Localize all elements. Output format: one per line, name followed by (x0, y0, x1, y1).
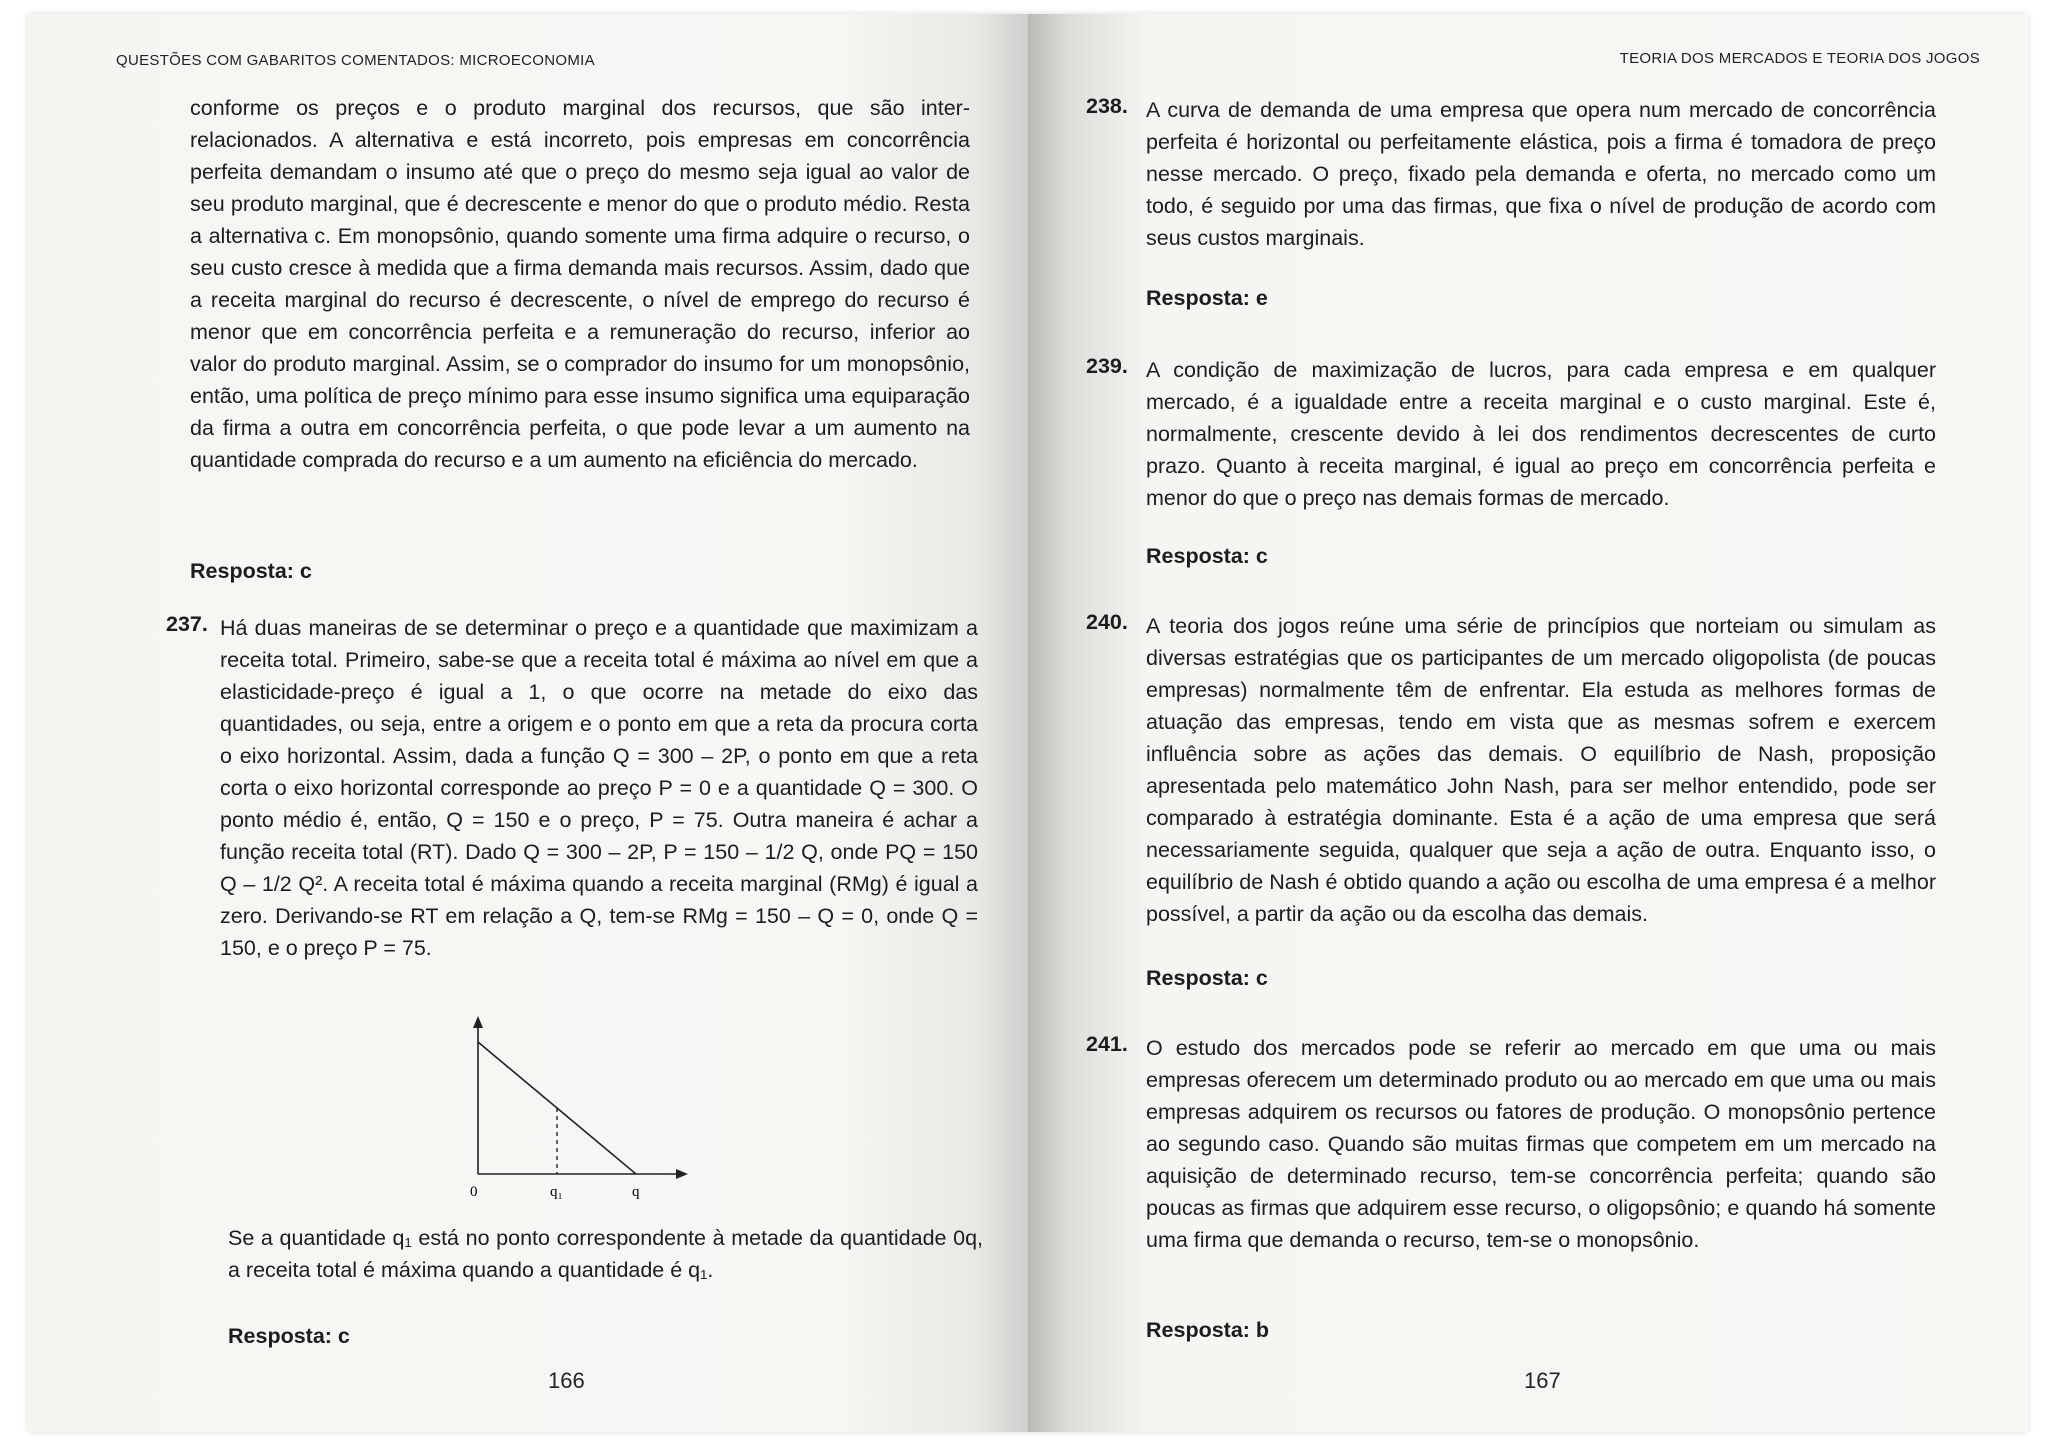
answer-240 (1146, 966, 1268, 991)
diagram-caption (228, 1222, 983, 1286)
question-237 (166, 612, 978, 964)
x-axis-arrow-icon (676, 1169, 688, 1179)
question-number: 237. (166, 612, 208, 636)
answer-label: Resposta: c (228, 1324, 350, 1348)
question-text: A curva de demanda de uma empresa que opera num mercado de concorrência perfeita é horizontal ou perfeitamente elástica, pois a firma é tomadora de preço nesse mercado. O preço, fixado pela demanda e oferta, no mercado como um todo, é seguido por uma das firmas, que fixa o nível de produção de acordo com seus custos marginais. (1146, 98, 1936, 250)
answer-236 (190, 559, 312, 584)
q-label: q (632, 1184, 640, 1200)
question-239 (1086, 354, 1936, 514)
running-head-right: TEORIA DOS MERCADOS E TEORIA DOS JOGOS (1619, 50, 1980, 67)
left-page (28, 14, 1028, 1432)
book-spread (28, 14, 2028, 1432)
question-240 (1086, 610, 1936, 930)
q1-label: q₁ (550, 1184, 563, 1200)
diagram-caption-text: Se a quantidade q₁ está no ponto correspondente à metade da quantidade 0q, a receita total é máxima quando a quantidade é q₁. (228, 1226, 983, 1282)
answer-237 (228, 1324, 350, 1349)
question-number: 240. (1086, 610, 1128, 634)
right-page (1028, 14, 2028, 1432)
question-number: 241. (1086, 1032, 1128, 1056)
answer-label: Resposta: c (1146, 544, 1268, 568)
continuation-text (190, 92, 970, 476)
question-text: A teoria dos jogos reúne uma série de princípios que norteiam ou simulam as diversas estratégias que os participantes de um mercado oligopolista (de poucas empresas) normalmente têm de enfrentar. Ela estuda as melhores formas de atuação das empresas, tendo em vista que as mesmas sofrem e exercem influência sobre as ações das demais. O equilíbrio de Nash, proposição apresentada pelo matemático John Nash, para ser melhor entendido, pode ser comparado à estratégia dominante. Esta é a ação de uma empresa que será necessariamente seguida, qualquer que seja a ação de outra. Enquanto isso, o equilíbrio de Nash é obtido quando a ação ou escolha de uma empresa é a melhor possível, a partir da ação ou da escolha das demais. (1146, 614, 1936, 926)
page-number-right: 167 (1524, 1368, 1561, 1393)
y-axis-arrow-icon (473, 1016, 483, 1028)
question-text: A condição de maximização de lucros, para cada empresa e em qualquer mercado, é a igualdade entre a receita marginal e o custo marginal. Este é, normalmente, crescente devido à lei dos rendimentos decrescentes de curto prazo. Quanto à receita marginal, é igual ao preço em concorrência perfeita e menor do que o preço nas demais formas de mercado. (1146, 358, 1936, 510)
demand-line-diagram (448, 1014, 698, 1204)
answer-label: Resposta: c (1146, 966, 1268, 990)
page-number-left: 166 (548, 1368, 585, 1393)
question-237-text: Há duas maneiras de se determinar o preço e a quantidade que maximizam a receita total. Primeiro, sabe-se que a receita total é máxima ao nível em que a elasticidade-preço é igual a 1, o que ocorre na metade do eixo das quantidades, ou seja, entre a origem e o ponto em que a reta da procura corta o eixo horizontal. Assim, dada a função Q = 300 – 2P, o ponto em que a reta corta o eixo horizontal corresponde ao preço P = 0 e a quantidade Q = 300. O ponto médio é, então, Q = 150 e o preço, P = 75. Outra maneira é achar a função receita total (RT). Dado Q = 300 – 2P, P = 150 – 1/2 Q, onde PQ = 150 Q – 1/2 Q². A receita total é máxima quando a receita marginal (RMg) é igual a zero. Derivando-se RT em relação a Q, tem-se RMg = 150 – Q = 0, onde Q = 150, e o preço P = 75. (220, 616, 978, 960)
continuation-paragraph: conforme os preços e o produto marginal dos recursos, que são inter-relacionados. A alternativa e está incorreto, pois empresas em concorrência perfeita demandam o insumo até que o preço do mesmo seja igual ao valor de seu produto marginal, que é decrescente e menor do que o produto médio. Resta a alternativa c. Em monopsônio, quando somente uma firma adquire o recurso, o seu custo cresce à medida que a firma demanda mais recursos. Assim, dado que a receita marginal do recurso é decrescente, o nível de emprego do recurso é menor que em concorrência perfeita e a remuneração do recurso, inferior ao valor do produto marginal. Assim, se o comprador do insumo for um monopsônio, então, uma política de preço mínimo para esse insumo significa uma equiparação da firma a outra em concorrência perfeita, o que pode levar a um aumento na quantidade comprada do recurso e a um aumento na eficiência do mercado. (190, 96, 970, 472)
answer-label: Resposta: b (1146, 1318, 1270, 1342)
answer-239 (1146, 544, 1268, 569)
question-text: O estudo dos mercados pode se referir ao mercado em que uma ou mais empresas oferecem um determinado produto ou ao mercado em que uma ou mais empresas adquirem os recursos ou fatores de produção. O monopsônio pertence ao segundo caso. Quando são muitas firmas que competem em um mercado na aquisição de determinado recurso, tem-se concorrência perfeita; quando são poucas as firmas que adquirem esse recurso, o oligopsônio; e quando há somente uma firma que demanda o recurso, tem-se o monopsônio. (1146, 1036, 1936, 1252)
answer-241 (1146, 1318, 1269, 1343)
question-number: 239. (1086, 354, 1128, 378)
question-241 (1086, 1032, 1936, 1256)
running-head-left: QUESTÕES COM GABARITOS COMENTADOS: MICROECONOMIA (116, 52, 595, 69)
question-238 (1086, 94, 1936, 254)
answer-label: Resposta: c (190, 559, 312, 583)
answer-label: Resposta: e (1146, 286, 1268, 310)
origin-label: 0 (470, 1184, 478, 1200)
answer-238 (1146, 286, 1268, 311)
question-number: 238. (1086, 94, 1128, 118)
